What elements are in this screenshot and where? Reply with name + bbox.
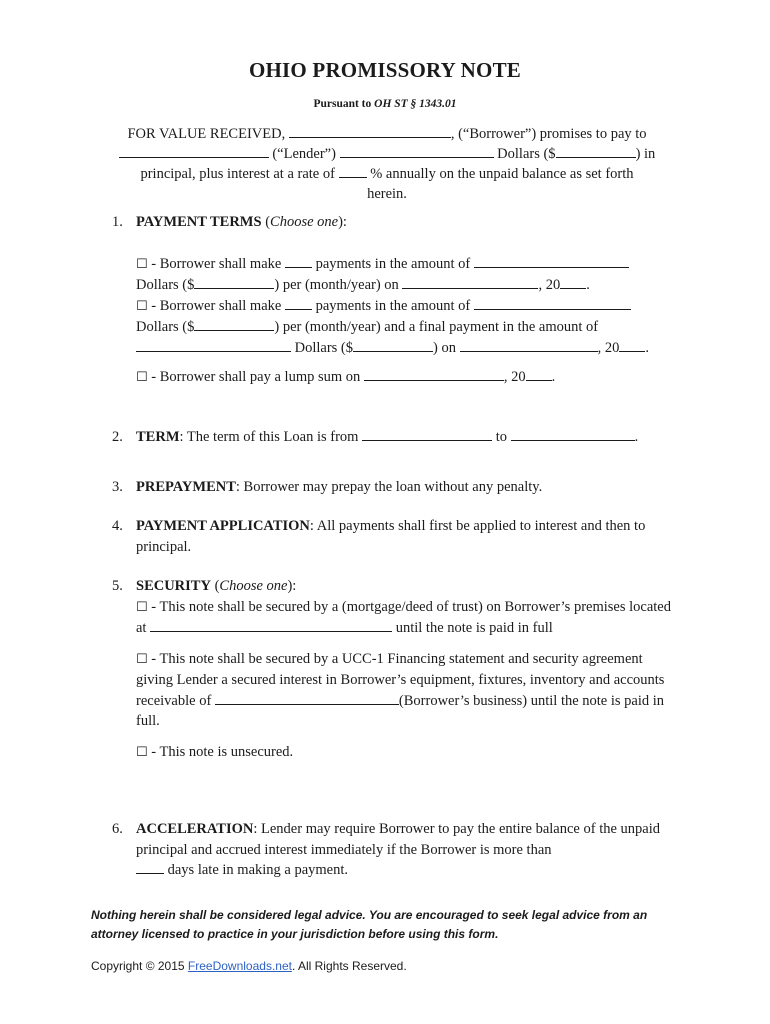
paren: ): — [287, 578, 297, 594]
intro-text: % annually on the unpaid balance as set forth — [370, 166, 634, 182]
option-text: payments in the amount of — [315, 255, 471, 272]
section-text: . — [634, 429, 639, 445]
section-number: 3. — [112, 479, 123, 495]
payment-amount-words-blank[interactable] — [474, 296, 631, 310]
intro-text: ) in — [635, 146, 656, 162]
final-payment-date-blank[interactable] — [460, 338, 598, 352]
document-subtitle — [0, 98, 770, 110]
section-text: : Borrower may prepay the loan without any penalty. — [235, 479, 543, 495]
paren: ( — [210, 578, 220, 594]
option-text: - This note is unsecured. — [147, 743, 294, 760]
section-heading: PAYMENT APPLICATION — [136, 518, 310, 534]
option-text: ) per (month/year) on — [274, 277, 399, 293]
intro-text: , (“Borrower”) promises to pay to — [450, 126, 647, 142]
intro-text: herein. — [367, 186, 407, 202]
section-security — [112, 576, 682, 763]
option-text: Dollars ($ — [294, 339, 354, 356]
section-number: 5. — [112, 578, 123, 594]
lender-name-blank[interactable] — [119, 144, 269, 158]
security-option-unsecured — [136, 742, 682, 764]
intro-paragraph — [104, 124, 670, 204]
start-date-blank[interactable] — [402, 275, 538, 289]
intro-text: FOR VALUE RECEIVED, — [127, 126, 286, 142]
section-number: 6. — [112, 821, 123, 837]
term-end-date-blank[interactable] — [511, 427, 635, 441]
section-number: 1. — [112, 214, 123, 230]
checkbox-unsecured[interactable]: ☐ — [136, 744, 148, 760]
borrower-name-blank[interactable] — [289, 124, 451, 138]
final-payment-amount-blank[interactable] — [353, 338, 433, 352]
section-prepayment — [112, 477, 682, 498]
business-name-blank[interactable] — [215, 691, 399, 705]
section-acceleration — [112, 819, 682, 881]
copyright-text: Copyright © 2015 — [91, 959, 188, 973]
section-text: days late in making a payment. — [167, 862, 349, 878]
option-text: , 20 — [597, 339, 620, 356]
option-text: , 20 — [538, 277, 561, 293]
legal-disclaimer: Nothing herein shall be considered legal advice. You are encouraged to seek legal advice from an attorney licensed to practice in your jurisdiction before using this form. — [91, 908, 648, 941]
interest-rate-blank[interactable] — [339, 164, 367, 178]
payment-option-balloon — [136, 296, 682, 359]
premises-address-blank[interactable] — [150, 618, 392, 632]
section-heading: TERM — [136, 429, 180, 445]
choose-one-note: Choose one — [219, 578, 288, 594]
payment-amount-words-blank[interactable] — [474, 254, 629, 268]
option-text: (Borrower’s business) until the note is paid in full. — [136, 692, 665, 729]
lump-sum-date-blank[interactable] — [364, 367, 504, 381]
option-text: - Borrower shall pay a lump sum on — [147, 369, 361, 385]
section-text: : The term of this Loan is from — [179, 429, 359, 445]
checkbox-balloon[interactable]: ☐ — [136, 298, 148, 314]
paren: ( — [261, 214, 271, 230]
term-start-date-blank[interactable] — [362, 427, 492, 441]
payment-amount-blank[interactable] — [194, 275, 274, 289]
choose-one-note: Choose one — [270, 214, 339, 230]
document-title: OHIO PROMISSORY NOTE — [248, 58, 522, 82]
intro-text: principal, plus interest at a rate of — [140, 166, 335, 182]
intro-text: (“Lender”) — [272, 146, 336, 162]
section-term — [112, 427, 682, 448]
option-text: , 20 — [503, 369, 526, 385]
checkbox-ucc1[interactable]: ☐ — [136, 651, 148, 667]
days-late-blank[interactable] — [136, 860, 164, 874]
option-text: payments in the amount of — [315, 297, 471, 314]
number-of-payments-blank[interactable] — [285, 296, 312, 310]
option-text: - This note shall be secured by a (mortgage/deed of trust) on Borrower’s premises located at — [136, 598, 671, 636]
freedownloads-link[interactable]: FreeDownloads.net — [187, 959, 292, 973]
year-blank[interactable] — [526, 367, 552, 381]
option-text: ) per (month/year) and a final payment in the amount of — [274, 319, 599, 335]
principal-amount-blank[interactable] — [556, 144, 636, 158]
section-payment-terms — [112, 212, 682, 389]
number-of-payments-blank[interactable] — [285, 254, 312, 268]
subtitle-prefix: Pursuant to — [313, 98, 375, 110]
section-heading: PAYMENT TERMS — [136, 214, 262, 230]
option-text: Dollars ($ — [136, 277, 195, 293]
security-option-ucc1 — [136, 649, 682, 732]
option-text: . — [645, 339, 649, 356]
checkbox-installments[interactable]: ☐ — [136, 256, 148, 272]
intro-text: Dollars ($ — [497, 146, 556, 162]
statute-citation: OH ST § 1343.01 — [374, 98, 457, 110]
payment-option-installments — [136, 254, 682, 296]
option-text: - This note shall be secured by a UCC-1 Financing statement and security agreement giving Lender a secured interest in Borrower’s equipment, fixtures, inventory and accounts receivable of — [136, 650, 665, 709]
option-text: Dollars ($ — [136, 319, 195, 335]
section-heading: PREPAYMENT — [136, 479, 236, 495]
section-number: 4. — [112, 518, 123, 534]
section-heading: SECURITY — [136, 578, 211, 594]
section-text: to — [495, 429, 507, 445]
section-number: 2. — [112, 429, 123, 445]
option-text: . — [586, 277, 590, 293]
final-payment-words-blank[interactable] — [136, 338, 291, 352]
section-payment-application — [112, 516, 682, 557]
option-text: until the note is paid in full — [395, 620, 553, 636]
option-text: - Borrower shall make — [147, 255, 282, 272]
copyright-text: . All Rights Reserved. — [291, 959, 407, 973]
payment-option-lump-sum — [136, 367, 682, 389]
option-text: ) on — [433, 339, 456, 356]
option-text: . — [551, 369, 556, 385]
principal-words-blank[interactable] — [340, 144, 494, 158]
checkbox-mortgage[interactable]: ☐ — [136, 599, 148, 615]
checkbox-lump-sum[interactable]: ☐ — [136, 370, 148, 385]
year-blank[interactable] — [619, 338, 645, 352]
option-text: - Borrower shall make — [147, 297, 282, 314]
section-heading: ACCELERATION — [136, 821, 254, 837]
section-text: : All payments shall first be applied to interest and then to principal. — [136, 518, 646, 555]
year-blank[interactable] — [560, 275, 586, 289]
paren: ): — [338, 214, 347, 230]
payment-amount-blank[interactable] — [194, 317, 274, 331]
section-text: : Lender may require Borrower to pay the entire balance of the unpaid principal and accrued interest immediately if the Borrower is more than — [136, 821, 660, 858]
security-option-mortgage — [136, 597, 682, 639]
copyright-line — [91, 959, 671, 973]
